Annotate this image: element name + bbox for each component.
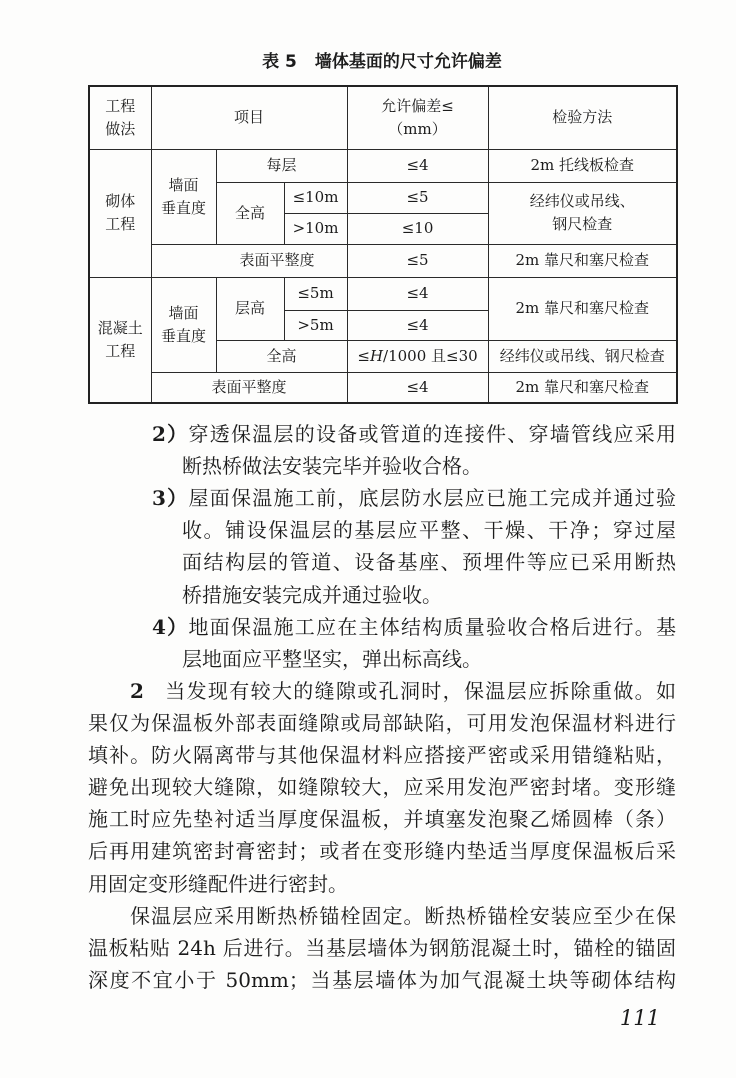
tolerance-variable: H — [369, 346, 384, 365]
sub-item-2-line-2: 断热桥做法安装完毕并验收合格。 — [182, 454, 482, 479]
sub-item-4-number: 4） — [152, 614, 189, 639]
table-header-row — [89, 86, 677, 149]
paragraph-2-line-5: 施工时应先垫衬适当厚度保温板，并填塞发泡聚乙烯圆棒（条） — [88, 807, 676, 832]
line-text: 穿透保温层的设备或管道的连接件、穿墙管线应采用 — [188, 422, 676, 446]
masonry-practice-cell: 砌体 工程 — [89, 149, 151, 277]
table-row — [89, 277, 677, 310]
line-text: 屋面保温施工前，底层防水层应已施工完成并通过验 — [188, 486, 676, 511]
paragraph-2-line-6: 后再用建筑密封膏密封；或者在变形缝内垫适当厚度保温板后采 — [88, 839, 676, 864]
paragraph-2-line-7: 用固定变形缝配件进行密封。 — [88, 871, 348, 896]
table-caption — [88, 49, 676, 75]
paragraph-anchor-line-2: 温板粘贴 24h 后进行。当基层墙体为钢筋混凝土时，锚栓的锚固 — [88, 935, 676, 960]
masonry-full-height-range-2: >10m — [284, 213, 347, 244]
paragraph-2-line-4: 避免出现较大缝隙，如缝隙较大，应采用发泡严密封堵。变形缝 — [88, 775, 676, 800]
sub-item-2-number: 2） — [152, 422, 189, 446]
concrete-floor-height-item: 层高 — [216, 277, 284, 340]
masonry-full-height-item: 全高 — [216, 182, 284, 244]
sub-item-2-line-1 — [152, 418, 676, 450]
sub-item-3-line-2: 收。铺设保温层的基层应平整、干燥、干净；穿过屋 — [182, 518, 676, 543]
table-number: 表 5 — [262, 52, 297, 72]
paragraph-anchor-line-3: 深度不宜小于 50mm；当基层墙体为加气混凝土块等砌体结构 — [88, 967, 676, 992]
concrete-verticality-cell: 墙面 垂直度 — [151, 277, 216, 372]
concrete-floor-height-method: 2m 靠尺和塞尺检查 — [488, 277, 677, 340]
header-method: 检验方法 — [488, 86, 677, 149]
sub-item-4-line-2: 层地面应平整坚实，弹出标高线。 — [182, 646, 482, 671]
sub-item-4-line-1 — [152, 611, 676, 643]
masonry-full-height-tolerance-2: ≤10 — [347, 213, 488, 244]
paragraph-2-line-2: 果仅为保温板外部表面缝隙或局部缺陷，可用发泡保温材料进行 — [88, 710, 676, 735]
concrete-floor-height-range-1: ≤5m — [284, 277, 347, 310]
sub-item-3-number: 3） — [152, 486, 189, 511]
tolerance-suffix: /1000 且≤30 — [383, 346, 478, 365]
concrete-practice-cell: 混凝土 工程 — [89, 277, 151, 403]
sub-item-3-line-3: 面结构层的管道、设备基座、预埋件等应已采用断热 — [182, 550, 676, 575]
table-row — [89, 372, 677, 403]
header-item: 项目 — [151, 86, 347, 149]
masonry-flatness-tolerance: ≤5 — [347, 244, 488, 277]
table-title: 墙体基面的尺寸允许偏差 — [314, 52, 502, 72]
body-text — [88, 418, 676, 996]
concrete-full-height-tolerance — [347, 340, 488, 372]
concrete-full-height-item: 全高 — [216, 340, 347, 372]
concrete-flatness-tolerance: ≤4 — [347, 372, 488, 403]
masonry-flatness-method: 2m 靠尺和塞尺检查 — [488, 244, 677, 277]
line-text: 当发现有较大的缝隙或孔洞时，保温层应拆除重做。如 — [163, 678, 676, 703]
masonry-full-height-range-1: ≤10m — [284, 182, 347, 213]
masonry-per-floor-item: 每层 — [216, 149, 347, 182]
header-tolerance: 允许偏差≤ （mm） — [347, 86, 488, 149]
concrete-full-height-method: 经纬仪或吊线、钢尺检查 — [488, 340, 677, 372]
paragraph-anchor-line-1: 保温层应采用断热桥锚栓固定。断热桥锚栓安装应至少在保 — [130, 903, 676, 928]
table-row — [89, 149, 677, 182]
masonry-full-height-tolerance-1: ≤5 — [347, 182, 488, 213]
masonry-per-floor-method: 2m 托线板检查 — [488, 149, 677, 182]
concrete-floor-height-tolerance-1: ≤4 — [347, 277, 488, 310]
concrete-flatness-item: 表面平整度 — [151, 372, 347, 403]
sub-item-3-line-4: 桥措施安装完成并通过验收。 — [182, 582, 442, 607]
concrete-flatness-method: 2m 靠尺和塞尺检查 — [488, 372, 677, 403]
concrete-floor-height-range-2: >5m — [284, 310, 347, 340]
page-number: 111 — [619, 1006, 660, 1030]
masonry-flatness-item: 表面平整度 — [151, 244, 347, 277]
sub-item-3-line-1 — [152, 482, 676, 514]
line-text: 地面保温施工应在主体结构质量验收合格后进行。基 — [188, 614, 676, 639]
concrete-floor-height-tolerance-2: ≤4 — [347, 310, 488, 340]
tolerance-prefix: ≤ — [357, 346, 370, 365]
paragraph-2-line-1 — [130, 675, 676, 707]
paragraph-2-line-3: 填补。防火隔离带与其他保温材料应搭接严密或采用错缝粘贴， — [88, 743, 676, 768]
table-row — [89, 244, 677, 277]
masonry-full-height-method: 经纬仪或吊线、 钢尺检查 — [488, 182, 677, 244]
masonry-per-floor-tolerance: ≤4 — [347, 149, 488, 182]
masonry-verticality-cell: 墙面 垂直度 — [151, 149, 216, 244]
paragraph-2-number: 2 — [130, 678, 144, 703]
header-practice: 工程 做法 — [89, 86, 151, 149]
tolerance-table — [88, 85, 678, 404]
